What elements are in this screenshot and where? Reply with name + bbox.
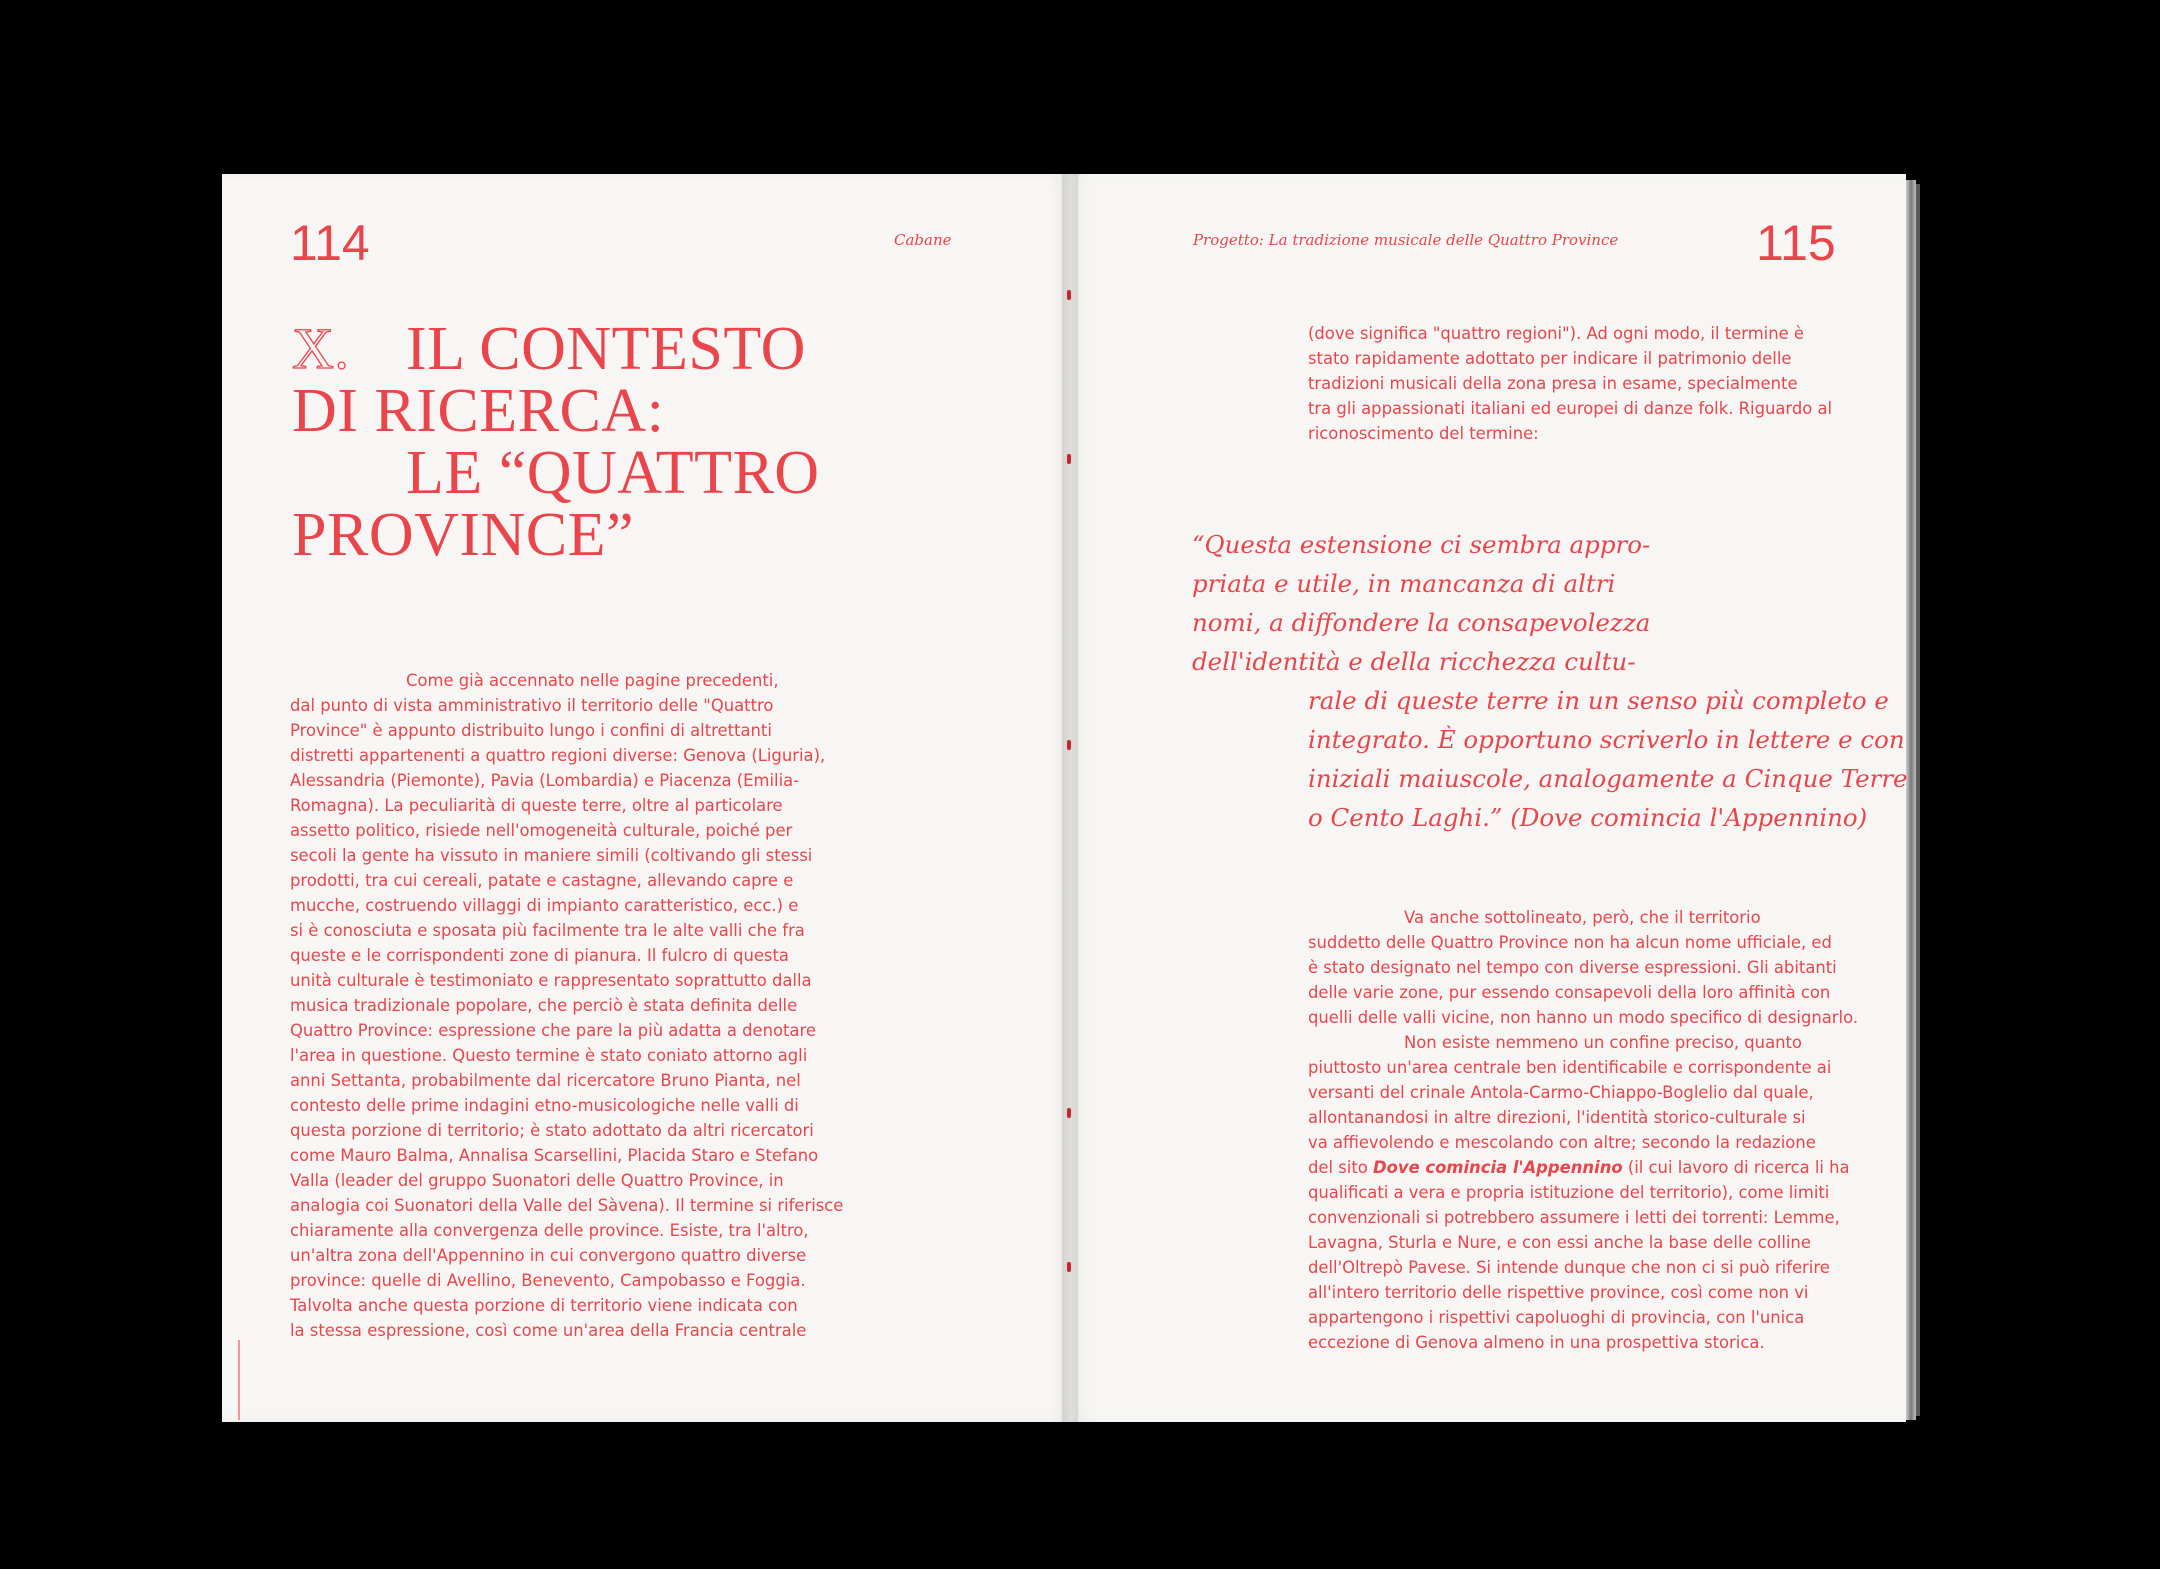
text-line: Talvolta anche questa porzione di territorio viene indicata con: [290, 1296, 798, 1315]
text-line: chiaramente alla convergenza delle province. Esiste, tra l'altro,: [290, 1221, 809, 1240]
text-line: Non esiste nemmeno un confine preciso, quanto: [1404, 1033, 1802, 1052]
right-body-text-3: [1308, 1180, 1840, 1355]
text-line: Valla (leader del gruppo Suonatori delle Quattro Province, in: [290, 1171, 784, 1190]
site-name: Dove comincia l'Appennino: [1373, 1158, 1623, 1177]
text-line: delle varie zone, pur essendo consapevoli della loro affinità con: [1308, 983, 1831, 1002]
text-line: piuttosto un'area centrale ben identificabile e corrispondente ai: [1308, 1058, 1832, 1077]
text-line: qualificati a vera e propria istituzione del territorio), come limiti: [1308, 1183, 1830, 1202]
text-line: l'area in questione. Questo termine è stato coniato attorno agli: [290, 1046, 808, 1065]
site-reference-line: [1308, 1155, 1850, 1180]
text-line: versanti del crinale Antola-Carmo-Chiappo-Boglelio dal quale,: [1308, 1083, 1814, 1102]
text-line: province: quelle di Avellino, Benevento, Campobasso e Foggia.: [290, 1271, 806, 1290]
text-line: secoli la gente ha vissuto in maniere simili (coltivando gli stessi: [290, 846, 813, 865]
page-number-left: 114: [290, 215, 370, 271]
page-block-edge-shadow: [1916, 184, 1920, 1416]
running-head-left: Cabane: [894, 231, 952, 249]
text-line: distretti appartenenti a quattro regioni diverse: Genova (Liguria),: [290, 746, 826, 765]
text-line: “Questa estensione ci sembra appro-: [1192, 530, 1651, 559]
text-line: anni Settanta, probabilmente dal ricercatore Bruno Pianta, nel: [290, 1071, 801, 1090]
text-line: mucche, costruendo villaggi di impianto caratteristico, ecc.) e: [290, 896, 799, 915]
text-line: analogia coi Suonatori della Valle del Sàvena). Il termine si riferisce: [290, 1196, 844, 1215]
text-line: priata e utile, in mancanza di altri: [1192, 569, 1616, 598]
text-line: questa porzione di territorio; è stato adottato da altri ricercatori: [290, 1121, 814, 1140]
text-line: o Cento Laghi.” (Dove comincia l'Appennino): [1308, 803, 1868, 832]
text-line: allontanandosi in altre direzioni, l'identità storico-culturale si: [1308, 1108, 1806, 1127]
chapter-numeral: X.: [292, 316, 350, 381]
text-line: è stato designato nel tempo con diverse espressioni. Gli abitanti: [1308, 958, 1837, 977]
text-line: Province" è appunto distribuito lungo i confini di altrettanti: [290, 721, 772, 740]
site-line-suffix: (il cui lavoro di ricerca li ha: [1622, 1158, 1850, 1177]
text-line: riconoscimento del termine:: [1308, 424, 1539, 443]
binding-thread: [1067, 1262, 1071, 1272]
right-intro-text: [1308, 321, 1832, 446]
text-line: quelli delle valli vicine, non hanno un modo specifico di designarlo.: [1308, 1008, 1859, 1027]
text-line: stato rapidamente adottato per indicare il patrimonio delle: [1308, 349, 1792, 368]
text-line: musica tradizionale popolare, che perciò è stata definita delle: [290, 996, 798, 1015]
text-line: un'altra zona dell'Appennino in cui convergono quattro diverse: [290, 1246, 807, 1265]
text-line: unità culturale è testimoniato e rappresentato soprattutto dalla: [290, 971, 812, 990]
text-line: assetto politico, risiede nell'omogeneità culturale, poiché per: [290, 821, 793, 840]
text-line: Alessandria (Piemonte), Pavia (Lombardia) e Piacenza (Emilia-: [290, 771, 800, 790]
text-line: tra gli appassionati italiani ed europei di danze folk. Riguardo al: [1308, 399, 1833, 418]
binding-thread: [1067, 290, 1071, 300]
text-line: Lavagna, Sturla e Nure, e con essi anche la base delle colline: [1308, 1233, 1811, 1252]
margin-rule: [238, 1340, 240, 1420]
text-line: queste e le corrispondenti zone di pianura. Il fulcro di questa: [290, 946, 789, 965]
block-quote: [1192, 525, 1650, 681]
text-line: prodotti, tra cui cereali, patate e castagne, allevando capre e: [290, 871, 794, 890]
block-quote-continued: [1308, 681, 1908, 837]
binding-thread: [1067, 454, 1071, 464]
chapter-title-line: LE “QUATTRO: [406, 439, 820, 507]
text-line: integrato. È opportuno scriverlo in lettere e con: [1308, 725, 1905, 754]
text-line: come Mauro Balma, Annalisa Scarsellini, Placida Staro e Stefano: [290, 1146, 819, 1165]
text-line: suddetto delle Quattro Province non ha alcun nome ufficiale, ed: [1308, 933, 1832, 952]
binding-thread: [1067, 740, 1071, 750]
right-body-text-2: [1308, 1030, 1831, 1155]
left-body-text: [290, 668, 843, 1343]
site-line-prefix: del sito: [1308, 1158, 1374, 1177]
text-line: tradizioni musicali della zona presa in esame, specialmente: [1308, 374, 1798, 393]
text-line: iniziali maiuscole, analogamente a Cinque Terre: [1308, 764, 1908, 793]
text-line: (dove significa "quattro regioni"). Ad ogni modo, il termine è: [1308, 324, 1804, 343]
chapter-title-line: PROVINCE”: [292, 501, 635, 569]
right-body-text: [1308, 905, 1858, 1030]
text-line: dell'identità e della ricchezza cultu-: [1192, 647, 1636, 676]
text-line: si è conosciuta e sposata più facilmente tra le alte valli che fra: [290, 921, 805, 940]
text-line: dal punto di vista amministrativo il territorio delle "Quattro: [290, 696, 774, 715]
text-line: nomi, a diffondere la consapevolezza: [1192, 608, 1651, 637]
text-line: contesto delle prime indagini etno-musicologiche nelle valli di: [290, 1096, 799, 1115]
text-line: Romagna). La peculiarità di queste terre, oltre al particolare: [290, 796, 783, 815]
text-line: rale di queste terre in un senso più completo e: [1308, 686, 1889, 715]
text-line: appartengono i rispettivi capoluoghi di provincia, con l'unica: [1308, 1308, 1805, 1327]
text-line: Va anche sottolineato, però, che il territorio: [1404, 908, 1761, 927]
page-number-right: 115: [1756, 215, 1836, 271]
text-line: Come già accennato nelle pagine precedenti,: [406, 671, 779, 690]
chapter-title-line: IL CONTESTO: [406, 315, 806, 383]
chapter-title-line: DI RICERCA:: [292, 377, 665, 445]
text-line: dell'Oltrepò Pavese. Si intende dunque che non ci si può riferire: [1308, 1258, 1830, 1277]
book-gutter: [1062, 174, 1078, 1422]
text-line: la stessa espressione, così come un'area della Francia centrale: [290, 1321, 807, 1340]
text-line: convenzionali si potrebbero assumere i letti dei torrenti: Lemme,: [1308, 1208, 1840, 1227]
text-line: all'intero territorio delle rispettive province, così come non vi: [1308, 1283, 1809, 1302]
running-head-right: Progetto: La tradizione musicale delle Quattro Province: [1193, 231, 1619, 249]
text-line: Quattro Province: espressione che pare la più adatta a denotare: [290, 1021, 816, 1040]
text-line: eccezione di Genova almeno in una prospettiva storica.: [1308, 1333, 1765, 1352]
text-line: va affievolendo e mescolando con altre; secondo la redazione: [1308, 1133, 1816, 1152]
binding-thread: [1067, 1108, 1071, 1118]
